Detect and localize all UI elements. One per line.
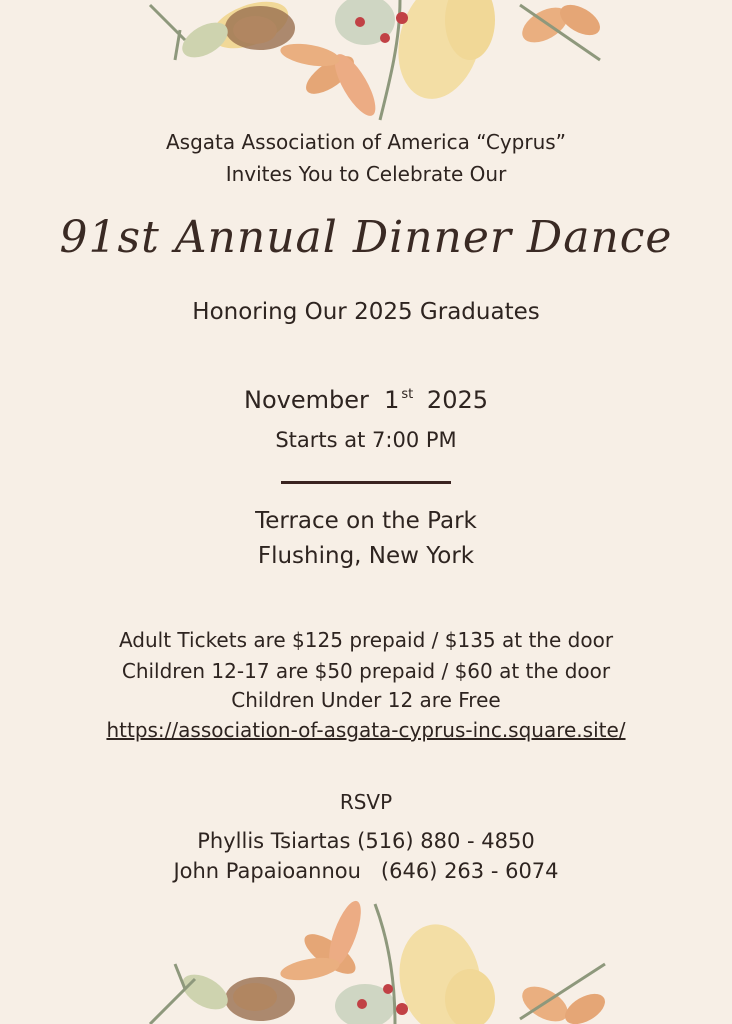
honoring-line: Honoring Our 2025 Graduates xyxy=(192,299,540,325)
contact-john: John Papaioannou (646) 263 - 6074 xyxy=(173,859,559,883)
venue-city: Flushing, New York xyxy=(257,543,475,569)
section-divider xyxy=(281,481,451,484)
ticket-children: Children 12-17 are $50 prepaid / $60 at the door xyxy=(121,659,611,683)
ticket-adult: Adult Tickets are $125 prepaid / $135 at the door xyxy=(118,628,614,652)
ticket-free: Children Under 12 are Free xyxy=(231,688,501,712)
event-date xyxy=(0,386,732,414)
host-line: Asgata Association of America “Cyprus” xyxy=(165,130,567,154)
autumn-floral-bottom-decoration xyxy=(0,894,732,1024)
date-suffix: st xyxy=(401,387,414,402)
contact-phyllis: Phyllis Tsiartas (516) 880 - 4850 xyxy=(197,829,535,853)
invite-line: Invites You to Celebrate Our xyxy=(225,162,507,186)
autumn-floral-top-decoration xyxy=(0,0,732,130)
venue-name: Terrace on the Park xyxy=(255,508,477,534)
event-title: 91st Annual Dinner Dance xyxy=(59,212,673,263)
rsvp-label: RSVP xyxy=(339,790,393,814)
ticket-link[interactable]: https://association-of-asgata-cyprus-inc.square.site/ xyxy=(106,718,626,742)
date-month: November xyxy=(244,386,369,414)
start-time: Starts at 7:00 PM xyxy=(275,428,457,452)
date-year: 2025 xyxy=(426,386,488,414)
date-day: 1 xyxy=(384,386,400,414)
